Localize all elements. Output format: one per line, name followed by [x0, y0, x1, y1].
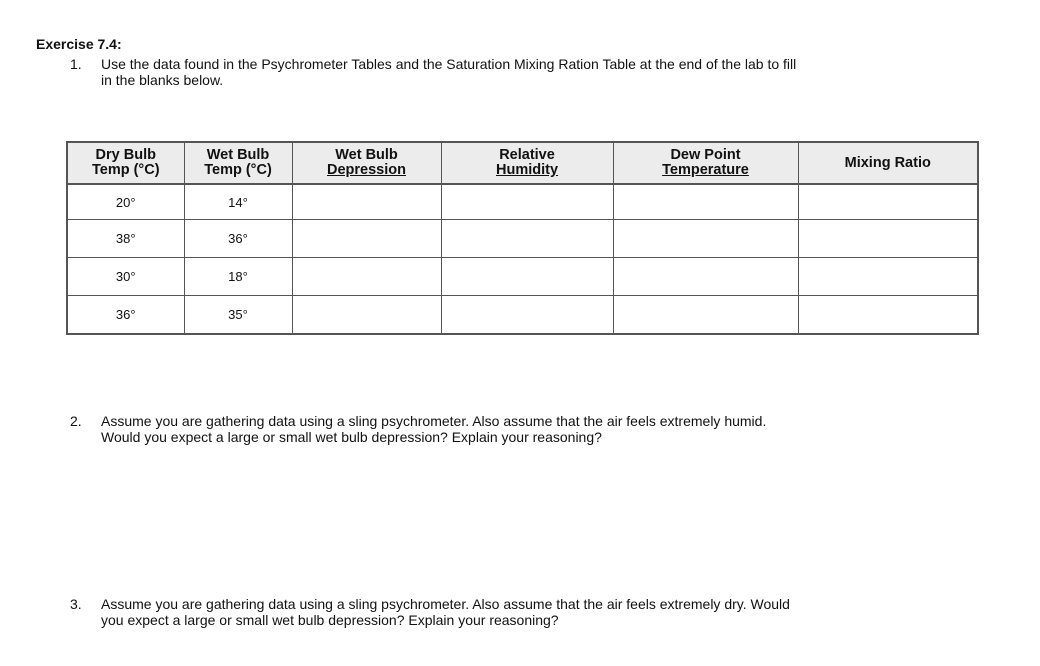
relative-humidity-blank[interactable]: [441, 220, 613, 258]
header-line: Dew Point: [670, 147, 741, 163]
table-header-row: [67, 142, 978, 184]
wet-bulb-depression-blank[interactable]: [292, 258, 441, 296]
header-line: Mixing Ratio: [844, 154, 931, 171]
table-row: [67, 258, 978, 296]
question-number: 2.: [70, 413, 82, 429]
table-row: [67, 184, 978, 220]
header-line: Wet Bulb: [335, 147, 398, 163]
header-wet-bulb-depression: [292, 142, 441, 184]
header-dew-point-temperature: [613, 142, 798, 184]
exercise-title: Exercise 7.4:: [36, 36, 122, 52]
header-dry-bulb-temp: [67, 142, 184, 184]
dew-point-blank[interactable]: [613, 296, 798, 335]
psychrometer-data-table: [66, 141, 979, 335]
question-text: [101, 596, 790, 628]
header-line: Humidity: [495, 162, 559, 178]
dew-point-blank[interactable]: [613, 184, 798, 220]
wet-bulb-depression-blank[interactable]: [292, 296, 441, 335]
dew-point-blank[interactable]: [613, 258, 798, 296]
question-line: you expect a large or small wet bulb depression? Explain your reasoning?: [101, 612, 559, 628]
header-line: Temp (°C): [91, 162, 160, 178]
header-line: Temperature: [662, 162, 749, 178]
relative-humidity-blank[interactable]: [441, 184, 613, 220]
question-line: Assume you are gathering data using a sling psychrometer. Also assume that the air feels extremely humid.: [101, 413, 767, 429]
mixing-ratio-blank[interactable]: [798, 258, 978, 296]
question-line: Would you expect a large or small wet bulb depression? Explain your reasoning?: [101, 429, 602, 445]
dry-bulb-cell: 20°: [67, 184, 184, 220]
wet-bulb-cell: 18°: [184, 258, 292, 296]
header-mixing-ratio: [798, 142, 978, 184]
relative-humidity-blank[interactable]: [441, 296, 613, 335]
question-line: in the blanks below.: [101, 72, 224, 88]
question-number: 3.: [70, 596, 82, 612]
wet-bulb-depression-blank[interactable]: [292, 220, 441, 258]
header-line: Wet Bulb: [206, 147, 270, 163]
header-wet-bulb-temp: [184, 142, 292, 184]
header-line: Depression: [327, 162, 406, 178]
table-row: [67, 296, 978, 335]
table-row: [67, 220, 978, 258]
question-line: Assume you are gathering data using a sling psychrometer. Also assume that the air feels extremely dry. Would: [101, 596, 790, 612]
wet-bulb-depression-blank[interactable]: [292, 184, 441, 220]
question-text: [101, 56, 796, 88]
wet-bulb-cell: 36°: [184, 220, 292, 258]
question-line: Use the data found in the Psychrometer Tables and the Saturation Mixing Ration Table at the end of the lab to fill: [101, 56, 797, 72]
wet-bulb-cell: 14°: [184, 184, 292, 220]
header-line: Relative: [499, 147, 555, 163]
dry-bulb-cell: 30°: [67, 258, 184, 296]
mixing-ratio-blank[interactable]: [798, 184, 978, 220]
header-line: Dry Bulb: [95, 147, 156, 163]
question-number: 1.: [70, 56, 82, 72]
relative-humidity-blank[interactable]: [441, 258, 613, 296]
dew-point-blank[interactable]: [613, 220, 798, 258]
mixing-ratio-blank[interactable]: [798, 220, 978, 258]
question-text: [101, 413, 766, 445]
header-relative-humidity: [441, 142, 613, 184]
header-line: Temp (°C): [204, 162, 272, 178]
mixing-ratio-blank[interactable]: [798, 296, 978, 335]
wet-bulb-cell: 35°: [184, 296, 292, 335]
dry-bulb-cell: 36°: [67, 296, 184, 335]
dry-bulb-cell: 38°: [67, 220, 184, 258]
